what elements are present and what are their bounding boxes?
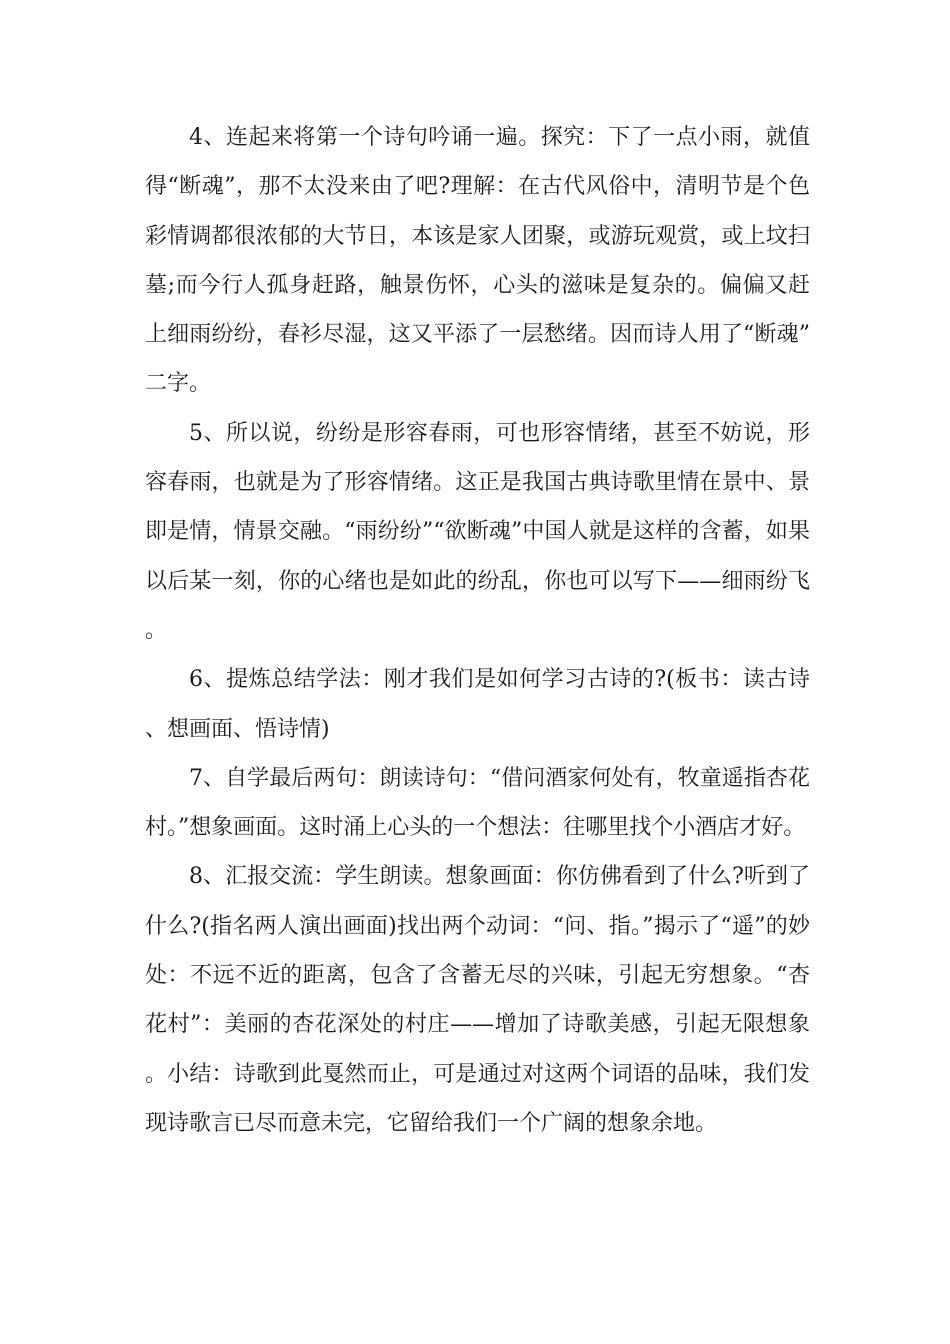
paragraph-step-6: 6、提炼总结学法：刚才我们是如何学习古诗的?(板书：读古诗、想画面、悟诗情): [145, 667, 810, 742]
paragraph-step-7: 7、自学最后两句：朗读诗句：“借问酒家何处有，牧童遥指杏花村。”想象画面。这时涌上心头的一个想法：往哪里找个小酒店才好。: [145, 765, 810, 841]
paragraph-step-5: 5、所以说，纷纷是形容春雨，可也形容情绪，甚至不妨说，形容春雨，也就是为了形容情绪。这正是我国古典诗歌里情在景中、景即是情，情景交融。“雨纷纷”“欲断魂”中国人就是这样的含蓄，如果以后某一刻，你的心绪也是如此的纷乱，你也可以写下——细雨纷飞。: [145, 420, 810, 643]
document-body: [145, 113, 810, 1148]
paragraph-step-8: 8、汇报交流：学生朗读。想象画面：你仿佛看到了什么?听到了什么?(指名两人演出画面)找出两个动词：“问、指。”揭示了“遥”的妙处：不远不近的距离，包含了含蓄无尽的兴味，引起无穷想象。“杏花村”：美丽的杏花深处的村庄——增加了诗歌美感，引起无限想象。小结：诗歌到此戛然而止，可是通过对这两个词语的品味，我们发现诗歌言已尽而意未完，它留给我们一个广阔的想象余地。: [145, 864, 810, 1136]
paragraph-step-4: 4、连起来将第一个诗句吟诵一遍。探究：下了一点小雨，就值得“断魂”，那不太没来由了吧?理解：在古代风俗中，清明节是个色彩情调都很浓郁的大节日，本该是家人团聚，或游玩观赏，或上坟扫墓;而今行人孤身赶路，触景伤怀，心头的滋味是复杂的。偏偏又赶上细雨纷纷，春衫尽湿，这又平添了一层愁绪。因而诗人用了“断魂”二字。: [145, 125, 810, 397]
